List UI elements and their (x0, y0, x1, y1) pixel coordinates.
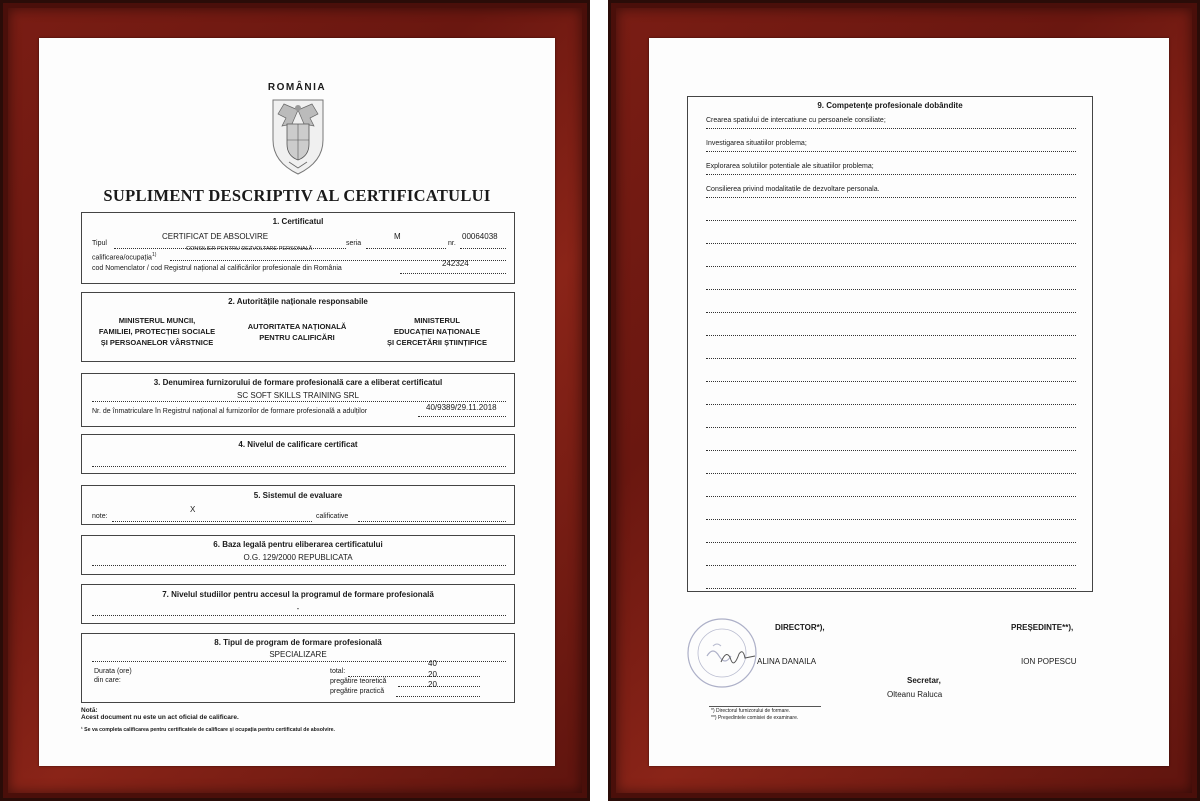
fill-line (706, 588, 1076, 589)
registry-label: Nr. de înmatriculare în Registrul național al furnizorilor de formare profesională a adulților (92, 408, 368, 415)
fill-line (706, 473, 1076, 474)
legal-basis-value: O.G. 129/2000 REPUBLICATA (243, 553, 353, 562)
footnote-text: ¹ Se va completa calificarea pentru certificatele de calificare și ocupația pentru certificatul de absolvire. (81, 727, 335, 733)
fill-line (706, 358, 1076, 359)
fill-line (706, 174, 1076, 175)
practice-value: 20 (428, 680, 437, 689)
section-4-heading: 4. Nivelul de calificare certificat (238, 440, 358, 449)
total-value: 40 (428, 659, 437, 668)
coat-of-arms-icon (265, 96, 331, 178)
type-label: Tipul (92, 240, 107, 247)
director-label: DIRECTOR*), (775, 623, 825, 632)
fill-line (706, 542, 1076, 543)
competence-item-3: Explorarea solutiilor potentiale ale situatiilor problema; (706, 163, 874, 170)
section-authorities (81, 292, 515, 362)
duration-label: Durata (ore) (94, 668, 132, 675)
certificate-supplement-page (39, 38, 555, 766)
fill-line (706, 197, 1076, 198)
president-label: PREȘEDINTE**), (1011, 623, 1074, 632)
authority-anc: AUTORITATEA NAȚIONALĂ PENTRU CALIFICĂRI (247, 322, 347, 342)
fill-line (706, 496, 1076, 497)
competence-item-4: Consilierea privind modalitatile de dezvoltare personala. (706, 186, 880, 193)
fill-line (706, 519, 1076, 520)
secretary-label: Secretar, (907, 676, 941, 685)
section-evaluation (81, 485, 515, 525)
fill-line (706, 450, 1076, 451)
section-7-heading: 7. Nivelul studiilor pentru accesul la programul de formare profesională (162, 590, 434, 599)
fill-line (706, 427, 1076, 428)
competence-item-1: Crearea spatiului de intercatiune cu persoanele consiliate; (706, 117, 886, 124)
fill-line (706, 312, 1076, 313)
provider-name: SC SOFT SKILLS TRAINING SRL (237, 391, 359, 400)
fill-line (706, 220, 1076, 221)
fill-line (706, 266, 1076, 267)
competences-page (649, 38, 1169, 766)
section-2-heading: 2. Autoritățile naționale responsabile (228, 297, 368, 306)
practice-label: pregătire practică (330, 688, 385, 695)
section-provider (81, 373, 515, 427)
fill-line (706, 151, 1076, 152)
of-which-label: din care: (94, 677, 121, 684)
fill-line (706, 565, 1076, 566)
section-program-type (81, 633, 515, 703)
series-label: seria (346, 240, 362, 247)
section-9-heading: 9. Competențe profesionale dobândite (817, 101, 963, 110)
note-value: X (190, 505, 196, 514)
secretary-name: Olteanu Raluca (887, 690, 943, 699)
section-study-level (81, 584, 515, 624)
nr-label: nr. (448, 240, 456, 247)
section-certificate (81, 212, 515, 284)
section-qualification-level (81, 434, 515, 474)
president-name: ION POPESCU (1021, 657, 1077, 666)
president-footnote: **) Președintele comisiei de examinare. (711, 715, 799, 721)
fill-line (706, 243, 1076, 244)
fill-line (706, 289, 1076, 290)
note-text: Acest document nu este un act oficial de calificare. (81, 714, 239, 721)
section-legal-basis (81, 535, 515, 575)
qualification-label: calificarea/ocupația$^{1)}$ (92, 252, 157, 262)
type-value: CERTIFICAT DE ABSOLVIRE (162, 232, 269, 241)
competence-item-2: Investigarea situatiilor problema; (706, 140, 807, 147)
theory-value: 20 (428, 670, 437, 679)
document-title: SUPLIMENT DESCRIPTIV AL CERTIFICATULUI (103, 186, 491, 205)
section-5-heading: 5. Sistemul de evaluare (253, 491, 343, 500)
series-value: M (394, 232, 401, 241)
total-label: total: (330, 668, 346, 675)
director-name: ALINA DANAILA (757, 657, 817, 666)
fill-line (706, 335, 1076, 336)
authority-ministry-education: MINISTERUL EDUCAȚIEI NAȚIONALE ȘI CERCETĂRII ȘTIINȚIFICE (386, 316, 487, 347)
right-frame (608, 0, 1200, 801)
study-level-value: - (296, 604, 300, 613)
nr-value: 00064038 (462, 232, 498, 241)
code-value: 242324 (442, 259, 469, 268)
program-type-value: SPECIALIZARE (269, 650, 327, 659)
section-6-heading: 6. Baza legală pentru eliberarea certificatului (213, 540, 383, 549)
fill-line (706, 404, 1076, 405)
signature-icon (719, 646, 759, 668)
director-footnote: *) Directorul furnizorului de formare. (711, 708, 791, 714)
note-label: note: (92, 513, 108, 520)
qualification-value: CONSILIER PENTRU DEZVOLTARE PERSONALĂ (186, 246, 313, 252)
calificative-label: calificative (316, 513, 349, 520)
section-1-heading: 1. Certificatul (272, 217, 324, 226)
fill-line (706, 381, 1076, 382)
section-8-heading: 8. Tipul de program de formare profesională (214, 638, 382, 647)
country-label: ROMÂNIA (267, 82, 327, 93)
theory-label: pregătire teoretică (330, 678, 387, 685)
section-competences (687, 96, 1093, 592)
fill-line (706, 128, 1076, 129)
left-frame (0, 0, 590, 801)
code-label: cod Nomenclator / cod Registrul național al calificărilor profesionale din România (92, 265, 342, 272)
section-3-heading: 3. Denumirea furnizorului de formare profesională care a eliberat certificatul (153, 378, 443, 387)
authority-ministry-labour: MINISTERUL MUNCII, FAMILIEI, PROTECȚIEI SOCIALE ȘI PERSOANELOR VÂRSTNICE (98, 316, 216, 347)
note-heading: Notă: (81, 707, 98, 714)
footnote-rule (709, 706, 821, 707)
registry-value: 40/9389/29.11.2018 (426, 403, 497, 412)
